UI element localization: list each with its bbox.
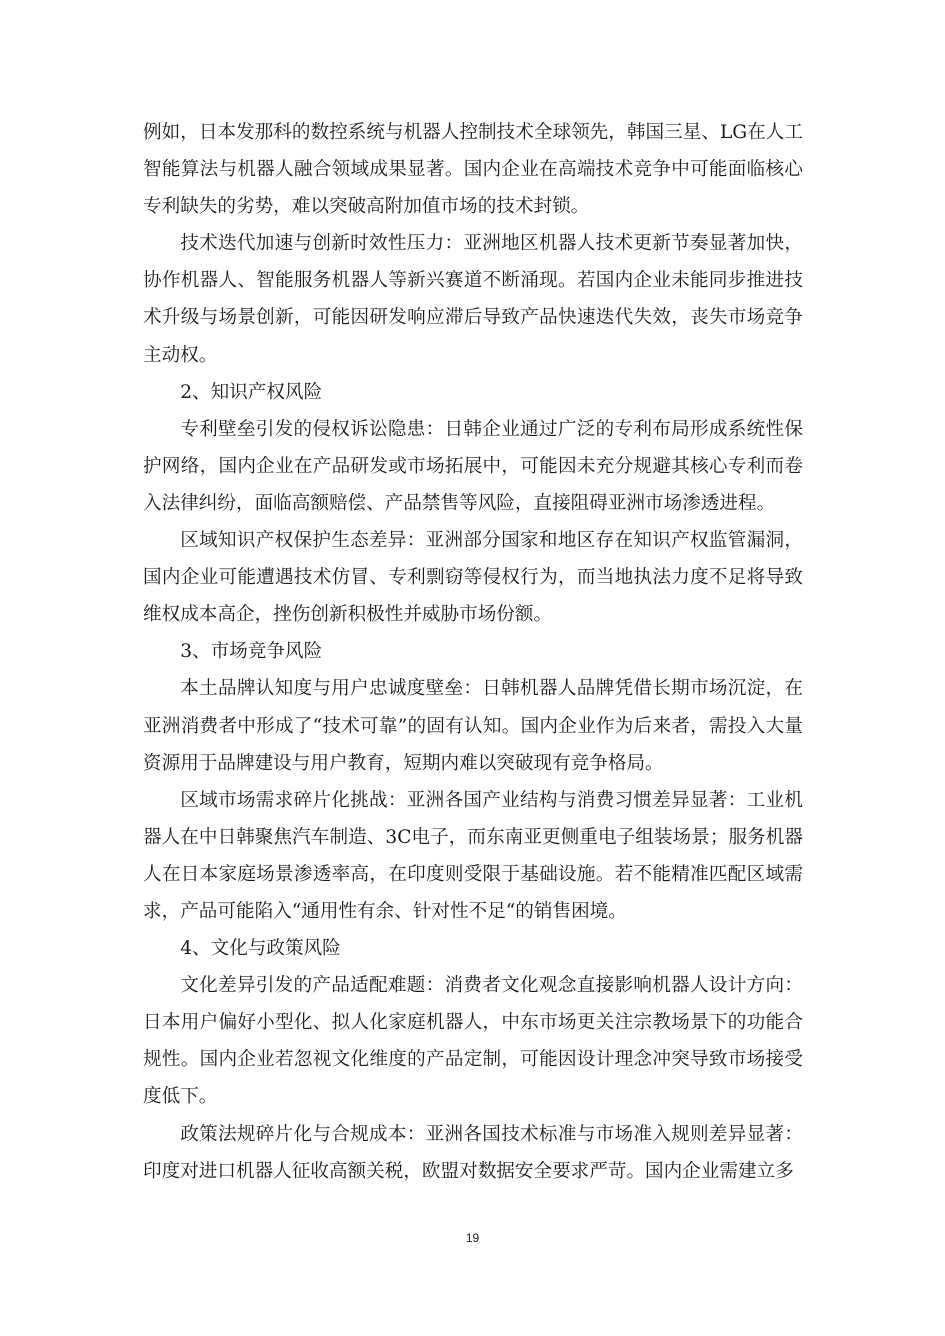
document-body [143,114,803,1190]
page-number: 19 [465,1231,480,1245]
paragraph-ip-ecosystem: 区域知识产权保护生态差异：亚洲部分国家和地区存在知识产权监管漏洞，国内企业可能遭遇技术仿冒、专利剽窃等侵权行为，而当地执法力度不足将导致维权成本高企，挫伤创新积极性并威胁市场份额。 [143,530,803,626]
paragraph-continued: 例如，日本发那科的数控系统与机器人控制技术全球领先，韩国三星、LG在人工智能算法与机器人融合领域成果显著。国内企业在高端技术竞争中可能面临核心专利缺失的劣势，难以突破高附加值市场的技术封锁。 [143,122,803,218]
paragraph-tech-iteration: 技术迭代加速与创新时效性压力：亚洲地区机器人技术更新节奏显著加快，协作机器人、智能服务机器人等新兴赛道不断涌现。若国内企业未能同步推进技术升级与场景创新，可能因研发响应滞后导致产品快速迭代失效，丧失市场竞争主动权。 [143,233,803,366]
paragraph-patent-barrier: 专利壁垒引发的侵权诉讼隐患：日韩企业通过广泛的专利布局形成系统性保护网络，国内企业在产品研发或市场拓展中，可能因未充分规避其核心专利而卷入法律纠纷，面临高额赔偿、产品禁售等风险，直接阻碍亚洲市场渗透进程。 [143,418,803,514]
paragraph-brand-barrier: 本土品牌认知度与用户忠诚度壁垒：日韩机器人品牌凭借长期市场沉淀，在亚洲消费者中形成了“技术可靠”的固有认知。国内企业作为后来者，需投入大量资源用于品牌建设与用户教育，短期内难以突破现有竞争格局。 [143,678,803,774]
section-heading-culture-policy-risk: 4、文化与政策风险 [180,938,341,960]
paragraph-market-fragmentation: 区域市场需求碎片化挑战：亚洲各国产业结构与消费习惯差异显著：工业机器人在中日韩聚焦汽车制造、3C电子，而东南亚更侧重电子组装场景；服务机器人在日本家庭场景渗透率高，在印度则受限于基础设施。若不能精准匹配区域需求，产品可能陷入“通用性有余、针对性不足“的销售困境。 [143,789,803,922]
paragraph-cultural-adaptation: 文化差异引发的产品适配难题：消费者文化观念直接影响机器人设计方向：日本用户偏好小型化、拟人化家庭机器人，中东市场更关注宗教场景下的功能合规性。国内企业若忽视文化维度的产品定制，可能因设计理念冲突导致市场接受度低下。 [143,975,803,1108]
section-heading-ip-risk: 2、知识产权风险 [180,381,323,403]
paragraph-policy-compliance: 政策法规碎片化与合规成本：亚洲各国技术标准与市场准入规则差异显著：印度对进口机器人征收高额关税，欧盟对数据安全要求严苛。国内企业需建立多 [143,1123,803,1182]
section-heading-market-risk: 3、市场竞争风险 [180,641,323,663]
